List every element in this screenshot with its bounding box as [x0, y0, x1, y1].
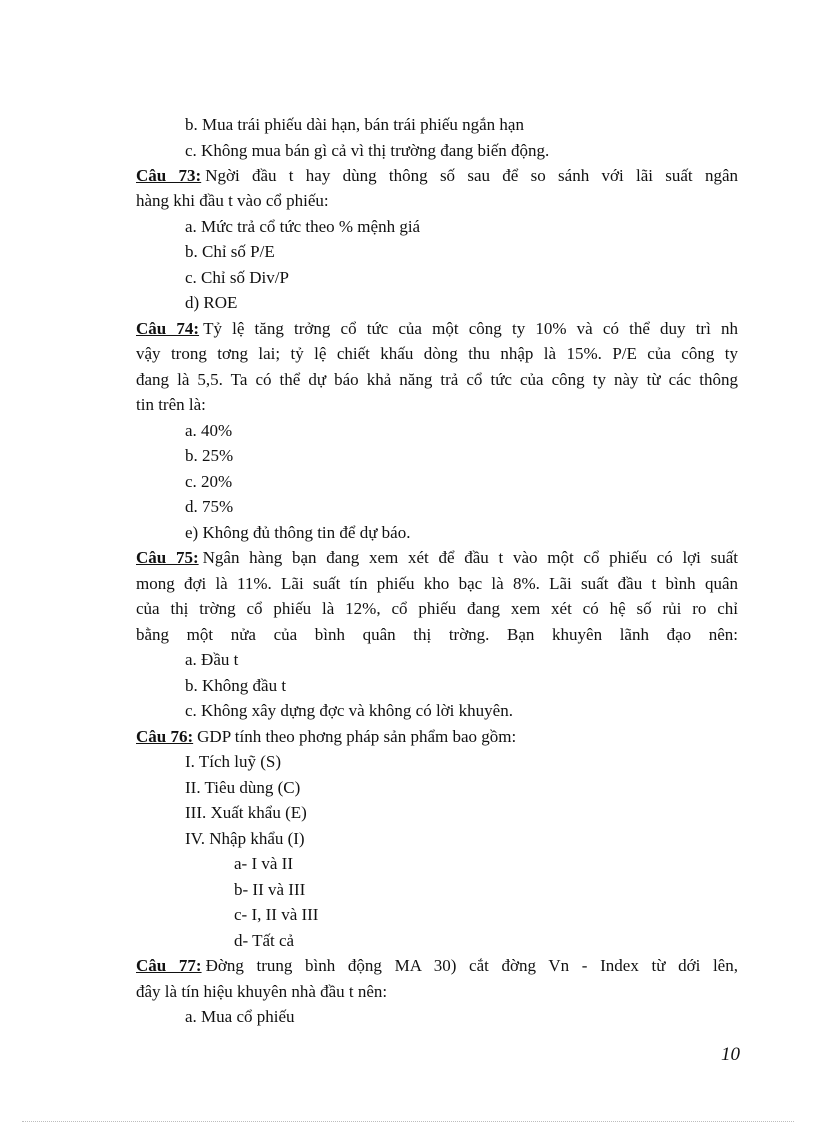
- question-74-line-1: Câu 74: Tỷ lệ tăng trởng cổ tức của một công ty 10% và có thể duy trì nh: [136, 319, 738, 338]
- option-line: c. 20%: [185, 472, 233, 491]
- option-line: b. 25%: [185, 446, 234, 465]
- option-line: IV. Nhập khẩu (I): [185, 829, 305, 848]
- sub-option-line: b- II và III: [234, 880, 306, 899]
- option-line: d. 75%: [185, 497, 234, 516]
- sub-option-line: d- Tất cả: [234, 931, 295, 950]
- question-74-label: Câu 74:: [136, 319, 200, 338]
- option-line: a. 40%: [185, 421, 233, 440]
- question-77-line-1: Câu 77: Đờng trung bình động MA 30) cắt đờng Vn - Index từ dới lên,: [136, 956, 738, 975]
- option-line: d) ROE: [185, 293, 238, 312]
- footer-divider: [22, 1121, 794, 1122]
- option-line: c. Chỉ số Div/P: [185, 268, 289, 287]
- question-73-line-2: hàng khi đầu t vào cổ phiếu:: [136, 191, 329, 210]
- option-line: c. Không xây dựng đợc và không có lời khuyên.: [185, 701, 513, 720]
- question-74-line-3: đang là 5,5. Ta có thể dự báo khả năng trả cổ tức của công ty này từ các thông: [136, 370, 738, 389]
- option-line: b. Mua trái phiếu dài hạn, bán trái phiếu ngắn hạn: [185, 115, 524, 134]
- option-line: e) Không đủ thông tin để dự báo.: [185, 523, 411, 542]
- question-74-line-4: tin trên là:: [136, 395, 206, 414]
- option-line: b. Không đầu t: [185, 676, 287, 695]
- option-line: b. Chỉ số P/E: [185, 242, 275, 261]
- option-line: a. Mua cổ phiếu: [185, 1007, 295, 1026]
- question-73-label: Câu 73:: [136, 166, 202, 185]
- option-line: II. Tiêu dùng (C): [185, 778, 301, 797]
- question-75-line-1: Câu 75: Ngân hàng bạn đang xem xét để đầu t vào một cổ phiếu có lợi suất: [136, 548, 738, 567]
- option-line: c. Không mua bán gì cả vì thị trường đang biến động.: [185, 141, 550, 160]
- question-76-label: Câu 76:: [136, 727, 194, 746]
- question-75-label: Câu 75:: [136, 548, 199, 567]
- option-line: a. Mức trả cổ tức theo % mệnh giá: [185, 217, 421, 236]
- question-75-line-2: mong đợi là 11%. Lãi suất tín phiếu kho bạc là 8%. Lãi suất đầu t bình quân: [136, 574, 738, 593]
- sub-option-line: a- I và II: [234, 854, 293, 873]
- question-76-line-1: Câu 76: GDP tính theo phơng pháp sản phẩm bao gồm:: [136, 727, 517, 746]
- option-line: a. Đầu t: [185, 650, 239, 669]
- page-number: 10: [721, 1044, 740, 1065]
- question-77-label: Câu 77:: [136, 956, 202, 975]
- question-75-line-3: của thị trờng cổ phiếu là 12%, cổ phiếu đang xem xét có hệ số rủi ro chỉ: [136, 599, 738, 618]
- sub-option-line: c- I, II và III: [234, 905, 319, 924]
- question-77-line-2: đây là tín hiệu khuyên nhà đầu t nên:: [136, 982, 388, 1001]
- option-line: I. Tích luỹ (S): [185, 752, 282, 771]
- option-line: III. Xuất khẩu (E): [185, 803, 307, 822]
- question-74-line-2: vậy trong tơng lai; tỷ lệ chiết khấu dòng thu nhập là 15%. P/E của công ty: [136, 344, 738, 363]
- question-73-line-1: Câu 73: Ngời đầu t hay dùng thông số sau để so sánh với lãi suất ngân: [136, 166, 738, 185]
- question-75-line-4: bằng một nửa của bình quân thị trờng. Bạn khuyên lãnh đạo nên:: [136, 625, 738, 644]
